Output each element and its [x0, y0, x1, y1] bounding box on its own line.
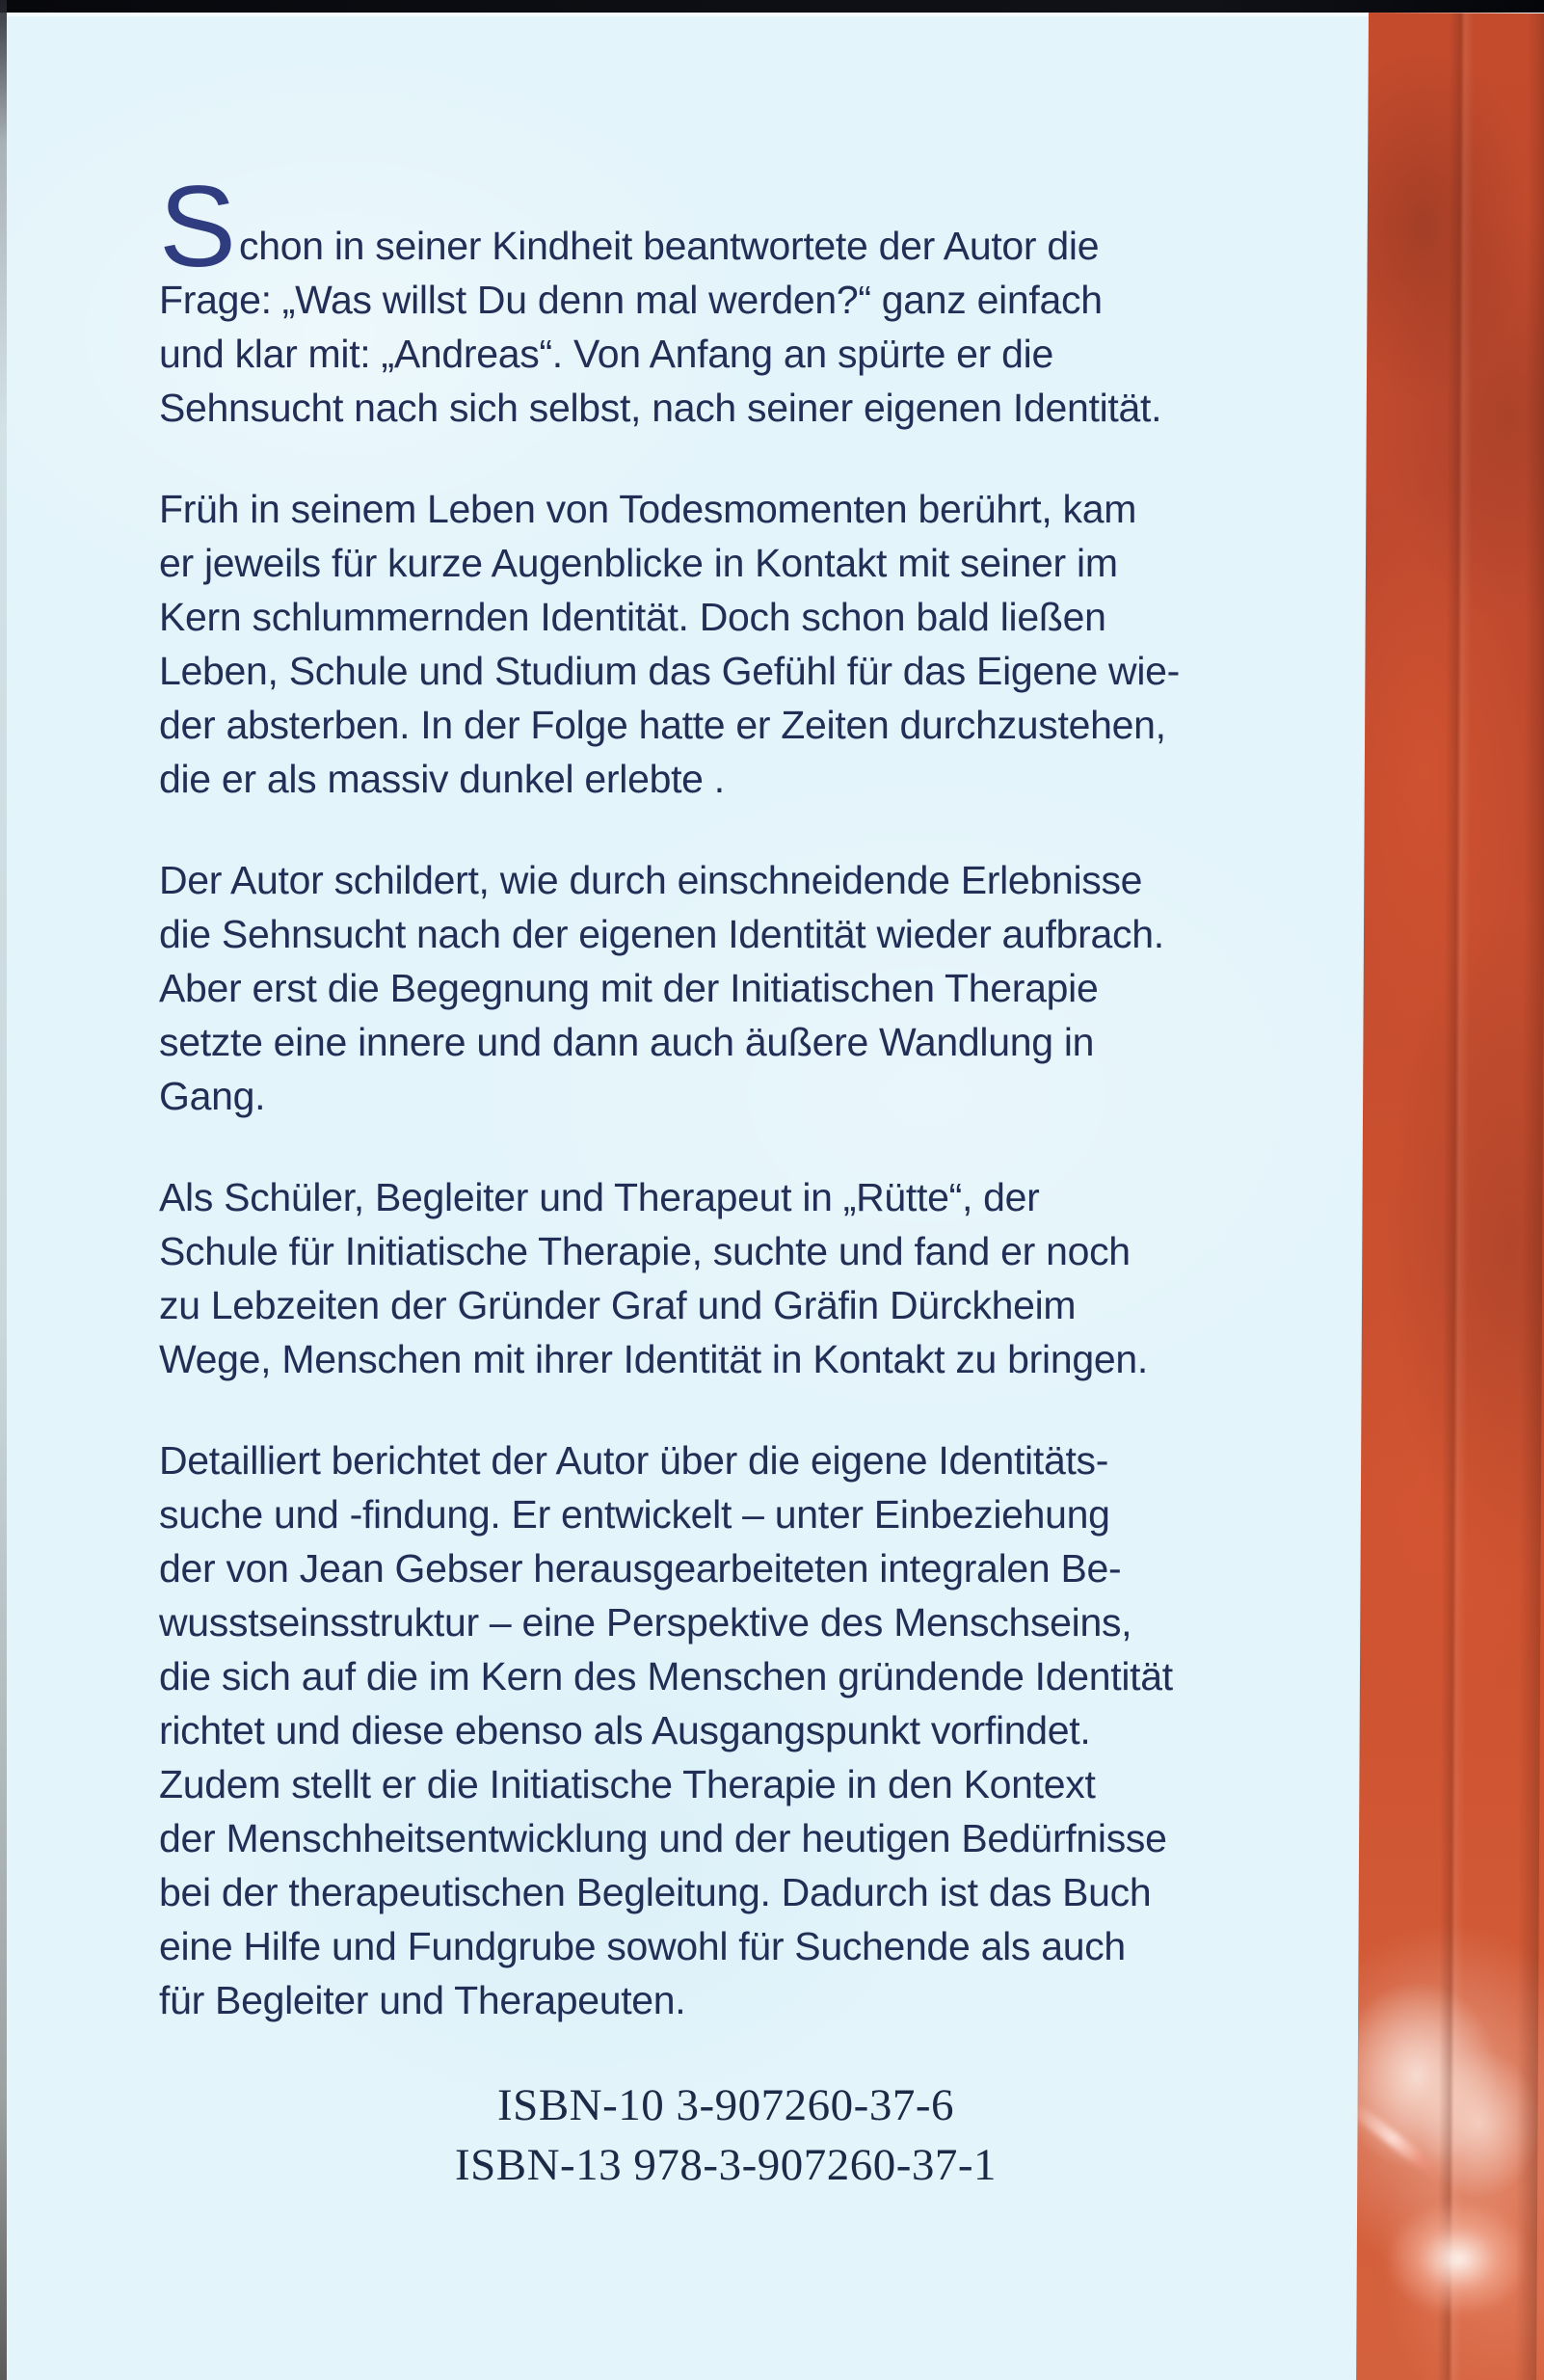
text-line: die er als massiv dunkel erlebte .	[159, 757, 725, 801]
paragraph	[159, 1433, 1362, 2027]
scan-top-border	[0, 0, 1544, 13]
paragraph	[159, 482, 1362, 806]
dropcap-letter: S	[159, 162, 237, 291]
scan-top-gap-line	[0, 13, 1544, 16]
paragraph	[159, 1170, 1362, 1386]
blurb-text-column	[159, 162, 1362, 2195]
text-line: wusstseinsstruktur – eine Perspektive des Menschseins,	[159, 1600, 1132, 1645]
text-line: Der Autor schildert, wie durch einschneidende Erlebnisse	[159, 858, 1143, 902]
text-line: und klar mit: „Andreas“. Von Anfang an spürte er die	[159, 332, 1053, 376]
text-line: die Sehnsucht nach der eigenen Identität wieder aufbrach.	[159, 912, 1164, 956]
text-line: Sehnsucht nach sich selbst, nach seiner eigenen Identität.	[159, 386, 1162, 430]
text-line: Als Schüler, Begleiter und Therapeut in „Rütte“, der	[159, 1175, 1040, 1219]
text-line: für Begleiter und Therapeuten.	[159, 1978, 686, 2022]
text-line: der Menschheitsentwicklung und der heutigen Bedürfnisse	[159, 1816, 1167, 1860]
paragraph	[159, 853, 1362, 1123]
text-line: Aber erst die Begegnung mit der Initiatischen Therapie	[159, 966, 1099, 1010]
scan-left-edge-shadow	[0, 0, 7, 2380]
text-line: Früh in seinem Leben von Todesmomenten berührt, kam	[159, 487, 1137, 531]
text-line: der von Jean Gebser herausgearbeiteten integralen Be-	[159, 1546, 1122, 1591]
text-line: bei der therapeutischen Begleitung. Dadurch ist das Buch	[159, 1870, 1152, 1914]
text-line: Zudem stellt er die Initiatische Therapie in den Kontext	[159, 1762, 1096, 1806]
paragraph	[159, 162, 1362, 435]
text-line: der absterben. In der Folge hatte er Zeiten durchzustehen,	[159, 703, 1166, 747]
text-line: Leben, Schule und Studium das Gefühl für das Eigene wie-	[159, 649, 1180, 693]
isbn-10: ISBN-10 3-907260-37-6	[497, 2080, 954, 2130]
text-line: setzte eine innere und dann auch äußere Wandlung in	[159, 1020, 1095, 1064]
text-line: Frage: „Was willst Du denn mal werden?“ ganz einfach	[159, 278, 1103, 322]
isbn-block	[124, 2075, 1327, 2195]
isbn-13: ISBN-13 978-3-907260-37-1	[454, 2140, 998, 2190]
text-line: die sich auf die im Kern des Menschen gründende Identität	[159, 1654, 1173, 1698]
paragraphs	[159, 162, 1362, 2027]
red-painted-spine-band	[1356, 13, 1544, 2380]
text-line: eine Hilfe und Fundgrube sowohl für Suchende als auch	[159, 1924, 1126, 1968]
text-line: suche und -findung. Er entwickelt – unter Einbeziehung	[159, 1492, 1110, 1537]
text-line: richtet und diese ebenso als Ausgangspunkt vorfindet.	[159, 1708, 1091, 1752]
text-line: Schon in seiner Kindheit beantwortete der Autor die	[159, 162, 1100, 291]
text-line: Detailliert berichtet der Autor über die eigene Identitäts-	[159, 1438, 1109, 1483]
paint-streak	[1347, 2100, 1447, 2182]
text-line: Wege, Menschen mit ihrer Identität in Kontakt zu bringen.	[159, 1337, 1148, 1381]
text-line: Kern schlummernden Identität. Doch schon bald ließen	[159, 595, 1106, 639]
text-line: zu Lebzeiten der Gründer Graf und Gräfin Dürckheim	[159, 1283, 1077, 1327]
paint-splotch	[1385, 2201, 1531, 2317]
text-line: Schule für Initiatische Therapie, suchte und fand er noch	[159, 1229, 1131, 1273]
text-line: er jeweils für kurze Augenblicke in Kontakt mit seiner im	[159, 541, 1118, 585]
text-line: Gang.	[159, 1074, 266, 1118]
